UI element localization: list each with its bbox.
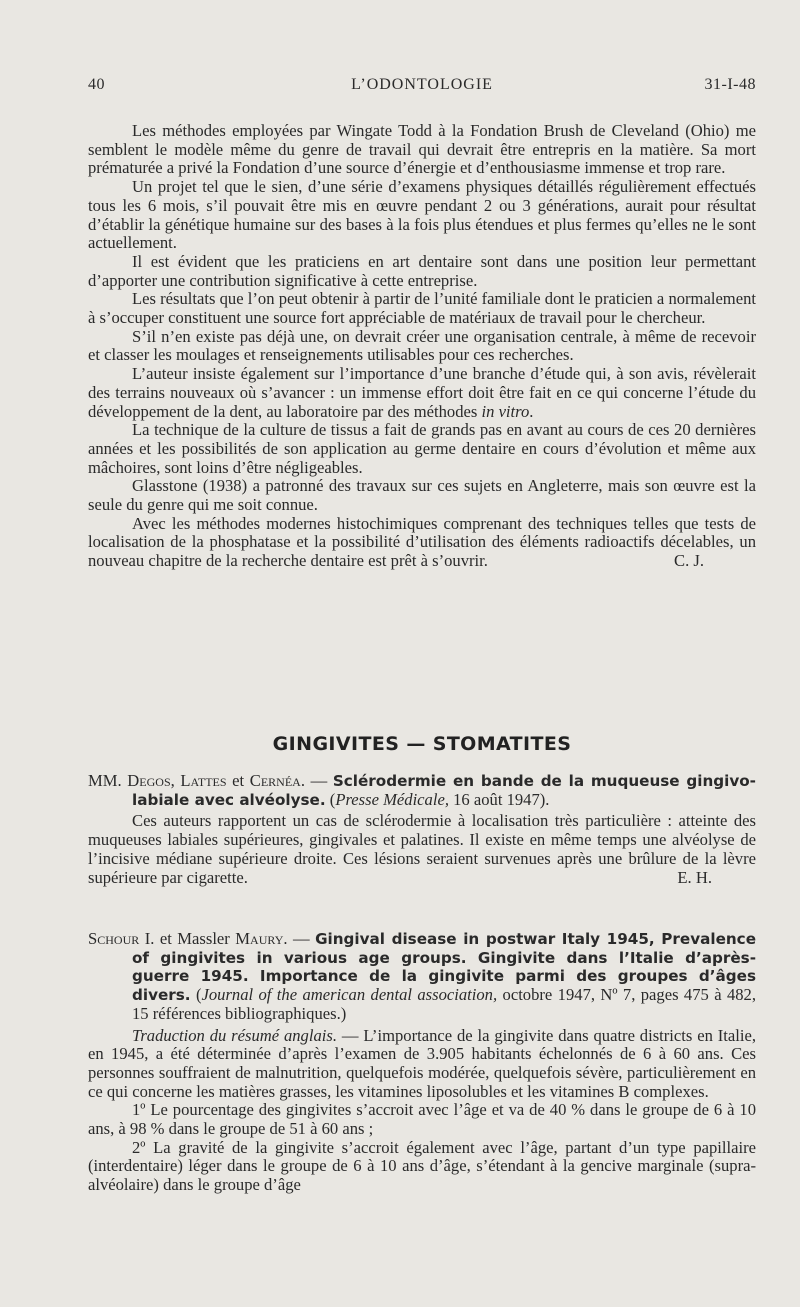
intro-text	[88, 122, 756, 571]
translation-text: — L’importance de la gingivite dans quatre districts en Italie, en 1945, a été déterminée d’après l’examen de 3.905 habitants échelonnés de 6 à 60 ans. Ces personnes souffraient de malnutrition, quelquefois modérée, quelquefois sévère, particulièrement en ce qui concerne les matières grasses, les vitamines liposolubles et les vitamines B complexes.	[88, 1025, 756, 1101]
conjunction: et	[232, 771, 245, 790]
summary	[88, 812, 756, 887]
paragraph: La technique de la culture de tissus a fait de grands pas en avant au cours de ces 20 dernières années et les possibilités de son application au germe dentaire en cours d’évolution et même aux mâchoires, sont loins d’être négligeables.	[88, 420, 756, 477]
dash: —	[310, 771, 328, 790]
section-title: GINGIVITES — STOMATITES	[272, 733, 572, 755]
signature: C. J.	[674, 551, 704, 571]
paragraph: Un projet tel que le sien, d’une série d’examens physiques détaillés régulièrement effectués tous les 6 mois, s’il pouvait être mis en œuvre pendant 2 ou 3 générations, aurait pour résultat d’établir la génétique humaine sur des bases à la fois plus étendues et plus fermes qu’elles ne le sont actuellement.	[88, 177, 756, 253]
finding-2: 2º La gravité de la gingivite s’accroit également avec l’âge, partant d’un type papillaire (interdentaire) léger dans le groupe de 6 à 10 ans d’âge, s’étendant à la gencive marginale (supra-alvéolaire) dans le groupe d’âge	[88, 1137, 756, 1195]
paragraph: Glasstone (1938) a patronné des travaux sur ces sujets en Angleterre, mais son œuvre est la seule du genre qui me soit connue.	[88, 476, 756, 515]
paragraph: Les résultats que l’on peut obtenir à partir de l’unité familiale dont le praticien a normalement à s’occuper constituent une source fort appréciable de matériaux de travail pour le chercheur.	[88, 289, 756, 328]
paragraph-text: L’auteur insiste également sur l’importance d’une branche d’étude qui, à son avis, révèlerait des terrains nouveaux où s’avancer : un immense effort doit être fait en ce qui concerne l’étude du développement de la dent, au laboratoire par des méthodes	[88, 364, 756, 421]
page-number: 40	[88, 76, 105, 93]
journal-name: Presse Médicale,	[335, 789, 449, 809]
article-title: Sclérodermie en bande de la muqueuse gingivo-labiale avec alvéolyse.	[132, 772, 756, 809]
translation-paragraph	[88, 1027, 756, 1102]
italic-term: in vitro	[481, 401, 530, 421]
translation-label: Traduction du résumé anglais.	[132, 1025, 337, 1045]
author-rest: I. et Massler	[144, 929, 230, 948]
paragraph	[88, 515, 756, 571]
paragraph: S’il n’en existe pas déjà une, on devrait créer une organisation centrale, à même de recevoir et classer les moulages et renseignements utilisables pour ces recherches.	[88, 326, 756, 365]
journal-title: L’ODONTOLOGIE	[351, 76, 493, 93]
source-open: (	[329, 789, 336, 809]
reference-entry-1	[88, 772, 756, 887]
reference-entry-2	[88, 930, 756, 1195]
article-title: Gingival disease in postwar Italy 1945, Prevalence of gingivites in various age groups. Gingivite dans l’Italie d’après-guerre 1945. Importance de la gingivite parmi des groupes d’âges divers.	[132, 930, 756, 1005]
paragraph-text: Avec les méthodes modernes histochimiques comprenant des techniques telles que tests de localisation de la phosphatase et la possibilité d’utilisation des éléments radioactifs décelables, un nouveau chapitre de la recherche dentaire est prêt à s’ouvrir.	[88, 513, 756, 571]
citation	[88, 930, 756, 1024]
authors: Cernéa.	[249, 771, 305, 790]
source-open: (	[195, 985, 202, 1005]
summary-text: Ces auteurs rapportent un cas de sclérodermie à localisation très particulière : atteinte des muqueuses labiales supérieures, gingivales et palatines. Il existe en même temps une alvéolyse de l’incisive médiane supérieure droite. Ces lésions seraient survenues après une brûlure de la lèvre supérieure par cigarette.	[88, 811, 756, 887]
issue-date: 31-I-48	[704, 76, 756, 93]
author: Maury.	[235, 929, 288, 948]
paragraph: Il est évident que les praticiens en art dentaire sont dans une position leur permettant d’apporter une contribution significative à cette entreprise.	[88, 251, 756, 290]
citation	[88, 772, 756, 809]
finding-1: 1º Le pourcentage des gingivites s’accroit avec l’âge et va de 40 % dans le groupe de 6 à 10 ans, à 98 % dans le groupe de 51 à 60 ans ;	[88, 1100, 756, 1139]
signature: E. H.	[677, 867, 712, 887]
prefix: MM.	[88, 771, 122, 790]
dash: —	[293, 929, 310, 948]
paragraph: Les méthodes employées par Wingate Todd à la Fondation Brush de Cleveland (Ohio) me semblent le modèle même du genre de travail qui devrait être entrepris en la matière. Sa mort prématurée a privé la Fondation d’une source d’énergie et d’enthousiasme immense et trop rare.	[88, 121, 756, 178]
journal-name: Journal of the american dental association,	[201, 985, 498, 1005]
source-details: octobre 1947, Nº 7, pages 475 à 482, 15 références bibliographiques.)	[132, 985, 756, 1023]
paragraph: L’auteur insiste également sur l’importance d’une branche d’étude qui, à son avis, révèlerait des terrains nouveaux où s’avancer : un immense effort doit être fait en ce qui concerne l’étude du développement de la dent, au laboratoire par des méthodes in vitro.	[88, 364, 756, 421]
author: Schour	[88, 929, 140, 948]
source-details: 16 août 1947).	[453, 789, 550, 809]
page-header	[88, 76, 756, 98]
authors: Degos, Lattes	[127, 771, 227, 790]
